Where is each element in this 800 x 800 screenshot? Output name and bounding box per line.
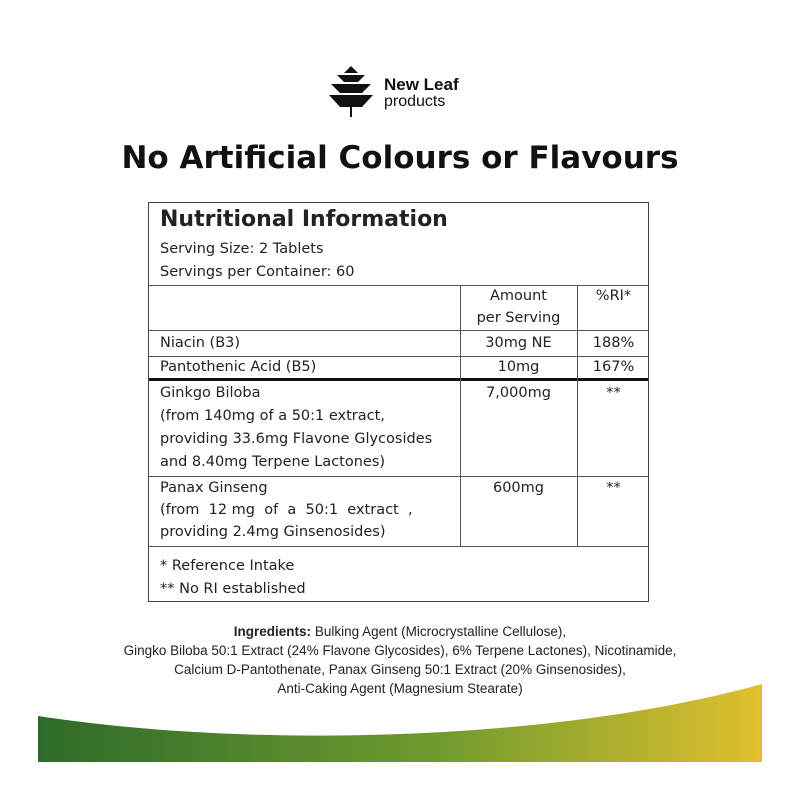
divider-thick (149, 378, 648, 381)
row-niacin-ri: 188% (592, 335, 635, 351)
ginseng-ri: ** (606, 480, 621, 496)
ginseng-amount: 600mg (492, 480, 544, 496)
ginseng-line: (from 12 mg of a 50:1 extract , (160, 502, 413, 518)
footnote-reference-intake: * Reference Intake (160, 558, 295, 574)
headline: No Artificial Colours or Flavours (121, 140, 679, 176)
ingredients-line (0, 622, 800, 641)
serving-size: Serving Size: 2 Tablets (160, 241, 324, 257)
ginkgo-amount: 7,000mg (486, 385, 551, 401)
row-niacin-amount: 30mg NE (485, 335, 552, 351)
divider (149, 330, 648, 331)
row-pantothenic-ri: 167% (592, 359, 635, 375)
ginkgo-line: (from 140mg of a 50:1 extract, (160, 408, 385, 424)
row-pantothenic-amount: 10mg (497, 359, 540, 375)
divider (149, 356, 648, 357)
ginkgo-line: and 8.40mg Terpene Lactones) (160, 454, 386, 470)
column-divider (577, 285, 578, 546)
ingredients-text: Bulking Agent (Microcrystalline Cellulose), (314, 624, 567, 639)
brand-sub: products (384, 93, 446, 110)
ginkgo-line: Ginkgo Biloba (160, 385, 261, 401)
leaf-logo-icon (328, 64, 374, 118)
header-amount-line2: per Serving (476, 310, 561, 326)
decorative-wave (0, 680, 800, 800)
ingredients-label: Ingredients: (233, 624, 312, 639)
ingredients-line: Calcium D-Pantothenate, Panax Ginseng 50:1 Extract (20% Ginsenosides), (174, 662, 626, 677)
ginseng-line: Panax Ginseng (160, 480, 268, 496)
row-niacin-name: Niacin (B3) (160, 335, 241, 351)
nutrition-title: Nutritional Information (160, 207, 448, 232)
brand-logo (328, 64, 478, 120)
servings-per-container: Servings per Container: 60 (160, 264, 355, 280)
ingredients-line: Gingko Biloba 50:1 Extract (24% Flavone Glycosides), 6% Terpene Lactones), Nicotinamide, (123, 643, 677, 658)
ginseng-line: providing 2.4mg Ginsenosides) (160, 524, 386, 540)
divider (149, 285, 648, 286)
header-ri: %RI* (595, 288, 632, 304)
brand-name: New Leaf (384, 75, 459, 94)
divider (149, 476, 648, 477)
ginkgo-ri: ** (606, 385, 621, 401)
nutrition-table (148, 202, 649, 602)
row-pantothenic-name: Pantothenic Acid (B5) (160, 359, 317, 375)
footnote-no-ri: ** No RI established (160, 581, 306, 597)
ingredients-line: Anti-Caking Agent (Magnesium Stearate) (277, 681, 523, 696)
header-amount-line1: Amount (490, 288, 547, 304)
divider (149, 546, 648, 547)
ginkgo-line: providing 33.6mg Flavone Glycosides (160, 431, 433, 447)
